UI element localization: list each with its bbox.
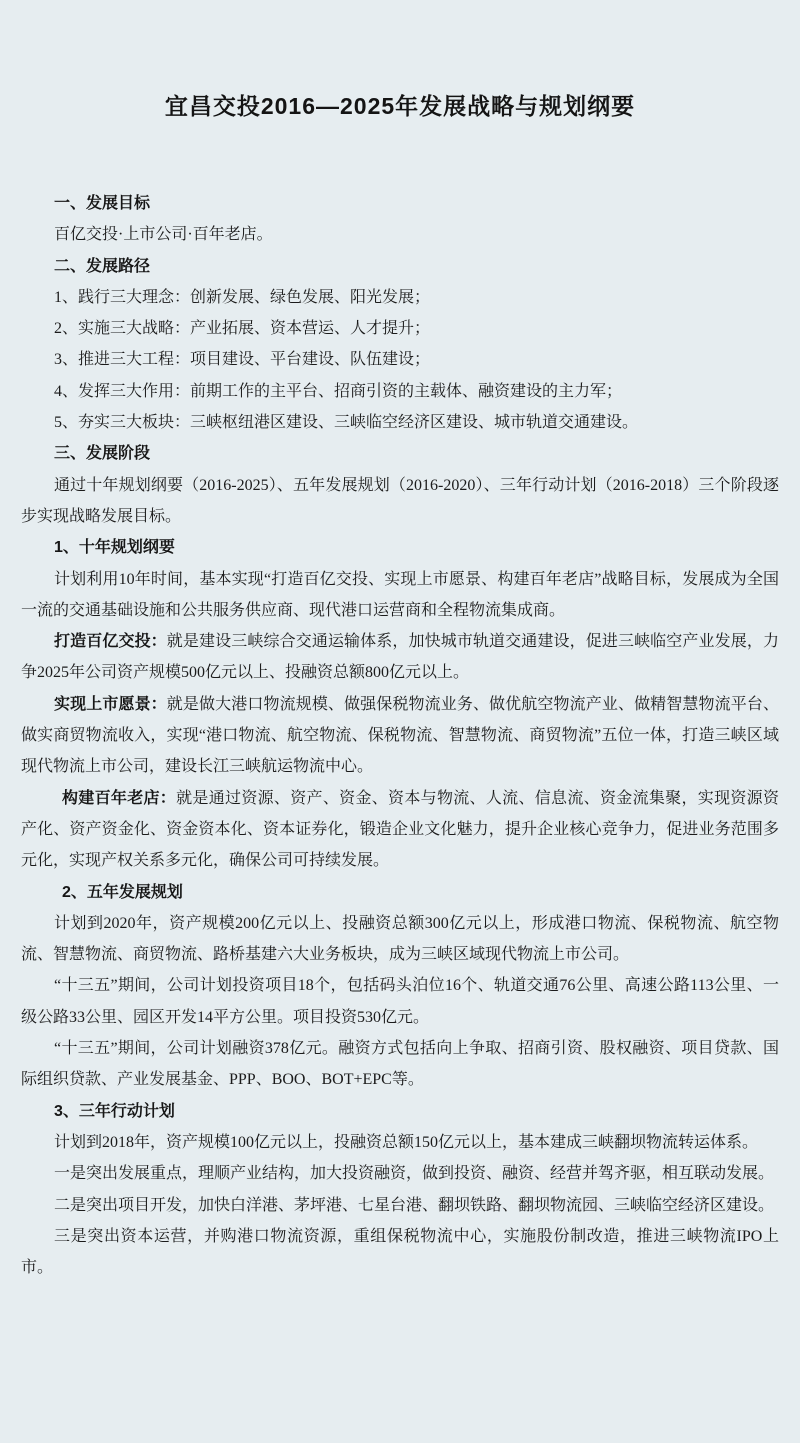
page-title: 宜昌交投2016—2025年发展战略与规划纲要 <box>164 93 636 119</box>
para-action-capital-operation: 三是突出资本运营，并购港口物流资源，重组保税物流中心，实施股份制改造，推进三峡物流IPO上市。 <box>21 1227 779 1277</box>
para-action-project-development: 二是突出项目开发，加快白洋港、茅坪港、七星台港、翻坝铁路、翻坝物流园、三峡临空经济区建设。 <box>54 1196 775 1214</box>
para-ten-year-plan: 计划利用10年时间，基本实现“打造百亿交投、实现上市愿景、构建百年老店”战略目标，发展成为全国一流的交通基础设施和公共服务供应商、现代港口运营商和全程物流集成商。 <box>21 570 779 619</box>
list-item-three-sectors: 5、夯实三大板块：三峡枢纽港区建设、三峡临空经济区建设、城市轨道交通建设。 <box>54 414 639 432</box>
para-investment-projects: “十三五”期间，公司计划投资项目18个，包括码头泊位16个、轨道交通76公里、高速公路113公里、一级公路33公里、园区开发14平方公里。项目投资530亿元。 <box>21 977 779 1026</box>
text-century-store: 就是通过资源、资产、资金、资本与物流、人流、信息流、资金流集聚，实现资源资产化、资产资金化、资金资本化、资本证券化，锻造企业文化魅力，提升企业核心竞争力，促进业务范围多元化，实现产权关系多元化，确保公司可持续发展。 <box>21 789 779 870</box>
heading-three-year-action: 3、三年行动计划 <box>54 1102 175 1120</box>
list-item-three-strategies: 2、实施三大战略：产业拓展、资本营运、人才提升； <box>54 320 431 338</box>
lead-listing-vision: 实现上市愿景： <box>54 695 167 713</box>
para-2020-targets: 计划到2020年，资产规模200亿元以上、投融资总额300亿元以上，形成港口物流、保税物流、航空物流、智慧物流、商贸物流、路桥基建六大业务板块，成为三峡区域现代物流上市公司。 <box>21 914 779 964</box>
para-century-store <box>21 783 779 877</box>
heading-development-stages: 三、发展阶段 <box>54 445 151 463</box>
lead-century-store: 构建百年老店： <box>62 789 177 807</box>
list-item-three-projects: 3、推进三大工程：项目建设、平台建设、队伍建设； <box>54 351 431 369</box>
text-listing-vision: 就是做大港口物流规模、做强保税物流业务、做优航空物流产业、做精智慧物流平台、做实商贸物流收入，实现“港口物流、航空物流、保税物流、智慧物流、商贸物流”五位一体，打造三峡区域现代物流上市公司，建设长江三峡航运物流中心。 <box>21 695 779 776</box>
list-item-three-concepts: 1、践行三大理念：创新发展、绿色发展、阳光发展； <box>54 288 431 306</box>
para-goal-slogan: 百亿交投·上市公司·百年老店。 <box>54 226 273 244</box>
para-2018-targets: 计划到2018年，资产规模100亿元以上，投融资总额150亿元以上，基本建成三峡翻坝物流转运体系。 <box>54 1133 759 1151</box>
para-hundred-billion-goal <box>21 626 779 689</box>
text-hundred-billion: 就是建设三峡综合交通运输体系，加快城市轨道交通建设，促进三峡临空产业发展，力争2025年公司资产规模500亿元以上、投融资总额800亿元以上。 <box>21 633 779 682</box>
para-stages-overview: 通过十年规划纲要（2016-2025）、五年发展规划（2016-2020）、三年行动计划（2016-2018）三个阶段逐步实现战略发展目标。 <box>21 476 779 525</box>
heading-five-year-plan: 2、五年发展规划 <box>62 883 183 901</box>
list-item-three-roles: 4、发挥三大作用：前期工作的主平台、招商引资的主载体、融资建设的主力军； <box>54 382 623 400</box>
document-body <box>0 188 800 1283</box>
lead-hundred-billion: 打造百亿交投： <box>54 633 167 651</box>
para-listing-vision <box>21 689 779 783</box>
heading-ten-year-outline: 1、十年规划纲要 <box>54 539 175 557</box>
para-financing-plan: “十三五”期间，公司计划融资378亿元。融资方式包括向上争取、招商引资、股权融资、项目贷款、国际组织贷款、产业发展基金、PPP、BOO、BOT+EPC等。 <box>21 1040 779 1089</box>
para-action-focus-development: 一是突出发展重点，理顺产业结构，加大投资融资，做到投资、融资、经营并驾齐驱，相互联动发展。 <box>54 1165 775 1183</box>
heading-development-path: 二、发展路径 <box>54 257 151 275</box>
heading-development-goals: 一、发展目标 <box>54 195 151 212</box>
